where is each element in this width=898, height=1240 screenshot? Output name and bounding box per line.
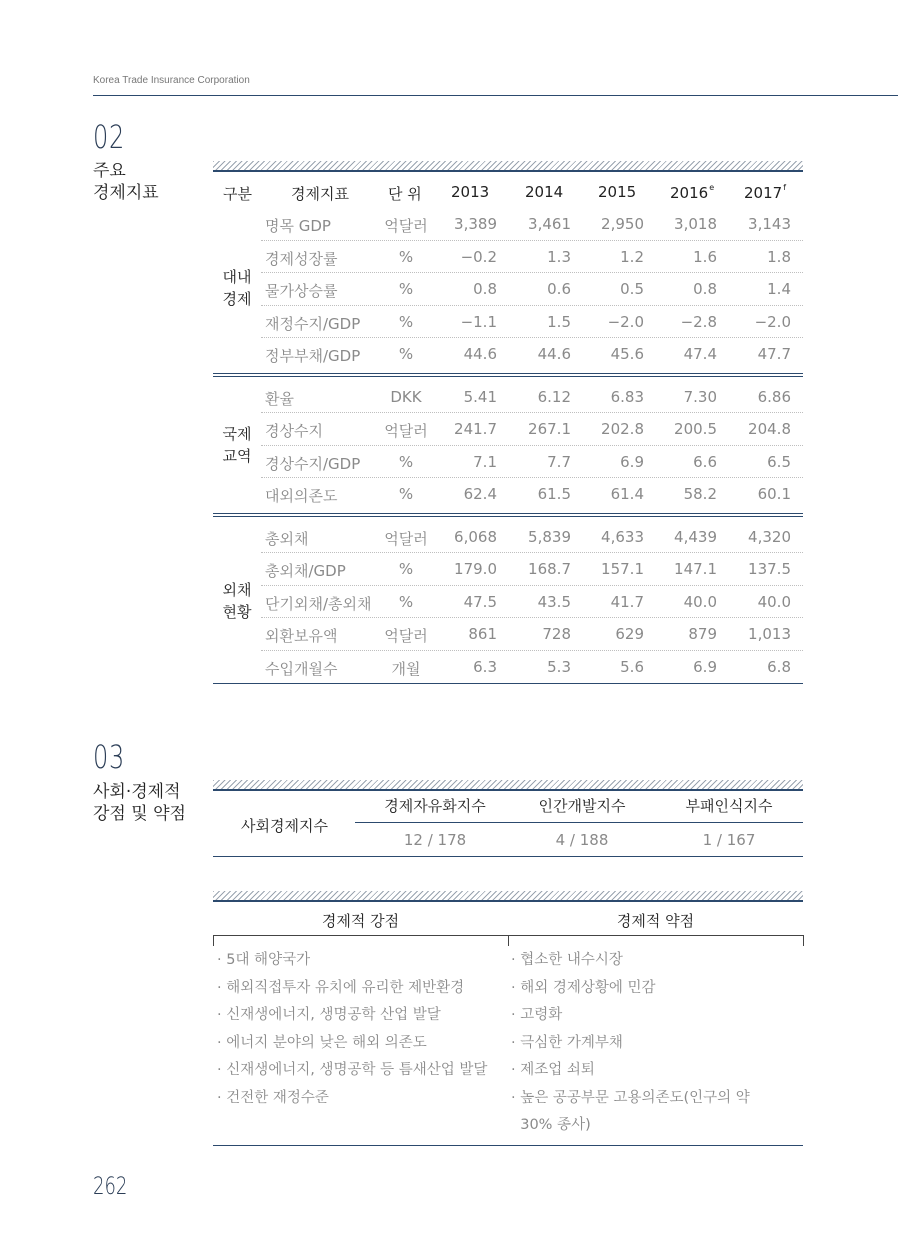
header-year: 2017$^f$ [744, 183, 787, 202]
indicator-name: 대외의존도 [265, 487, 338, 505]
weakness-item: · 높은 공공부문 고용의존도(인구의 약 [511, 1089, 750, 1106]
indicator-unit: % [398, 452, 414, 471]
indicator-value: 629 [615, 625, 644, 643]
indicator-name: 경제성장률 [265, 249, 338, 268]
weaknesses-list [511, 947, 750, 1140]
indicator-value: 168.7 [528, 560, 571, 578]
indicator-value: 6.5 [767, 452, 791, 471]
header-year: 2015 [598, 183, 637, 201]
table-row [261, 650, 803, 682]
indicator-unit: 억달러 [384, 529, 428, 548]
table-row [261, 552, 803, 584]
indicator-unit: % [398, 312, 414, 331]
group-label-line: 경제 [222, 290, 252, 309]
table-row [261, 240, 803, 272]
indicator-value: 202.8 [601, 420, 644, 438]
section-title-line: 사회·경제적 [93, 782, 181, 802]
strengths-bracket [213, 935, 509, 946]
indicator-value: 60.1 [757, 485, 791, 503]
group-label-line: 외채 [222, 580, 252, 599]
indicator-value: −2.0 [754, 312, 791, 331]
table-row [261, 305, 803, 337]
section-number: 02 [93, 118, 126, 156]
group-separator [213, 373, 803, 377]
indicator-value: 61.5 [537, 485, 571, 503]
section-title-line: 경제지표 [93, 183, 159, 203]
indicator-name: 총외채/GDP [265, 562, 346, 580]
indicator-name: 외환보유액 [265, 627, 338, 645]
indicator-unit: % [398, 592, 414, 611]
table-row [261, 412, 803, 444]
indicator-value: −2.8 [680, 312, 717, 331]
strengths-weaknesses-table [213, 887, 803, 1147]
indicator-value: 47.5 [463, 592, 497, 611]
indicator-value: 6.8 [767, 657, 791, 676]
indicator-value: 7.30 [683, 387, 717, 406]
indicator-value: 0.6 [547, 280, 571, 298]
table-row [261, 477, 803, 509]
indicator-value: 1.3 [547, 247, 571, 266]
group-label-line: 국제 [222, 424, 252, 443]
weakness-item: · 협소한 내수시장 [511, 952, 623, 968]
indicator-value: 43.5 [537, 592, 571, 611]
header-year: 2016e [670, 183, 715, 202]
indicator-value: 1,013 [748, 625, 791, 643]
strength-item: · 건전한 재정수준 [217, 1089, 329, 1106]
section-title-line: 강점 및 약점 [93, 804, 186, 824]
indicator-value: 61.4 [610, 485, 644, 503]
indicator-value: 1.8 [767, 247, 791, 266]
indicator-name: 총외채 [265, 529, 309, 548]
indicator-value: 6.9 [620, 452, 644, 471]
indicator-value: 44.6 [463, 345, 497, 363]
indicator-value: 5.3 [547, 657, 571, 676]
indicator-value: 179.0 [454, 560, 497, 578]
section-number: 03 [93, 738, 126, 776]
group-label-line: 현황 [222, 602, 252, 621]
indicator-value: 6.86 [757, 387, 791, 406]
indicator-value: 5,839 [528, 527, 571, 546]
indicator-value: 41.7 [610, 592, 644, 611]
indicator-value: 1.4 [767, 280, 791, 298]
table-bottom-rule [213, 856, 803, 857]
indicator-value: 58.2 [683, 485, 717, 503]
table-row [261, 617, 803, 649]
table-row [261, 272, 803, 304]
indicator-name: 환율 [265, 389, 294, 408]
indicator-value: 40.0 [683, 592, 717, 611]
table-hatch [213, 161, 803, 170]
indicator-value: 241.7 [454, 420, 497, 438]
group-label [213, 266, 261, 310]
header-indicator: 경제지표 [291, 185, 349, 203]
table-row [261, 520, 803, 552]
indicator-value: 861 [468, 625, 497, 643]
index-value: 12 / 178 [403, 831, 467, 849]
group-label-line: 교역 [222, 446, 252, 465]
group-label-line: 대내 [222, 268, 252, 287]
table-row [261, 445, 803, 477]
indicator-value: 40.0 [757, 592, 791, 611]
indicator-name: 정부부채/GDP [265, 347, 361, 365]
index-value: 1 / 167 [702, 831, 756, 849]
header-category: 구분 [223, 185, 252, 203]
strengths-header: 경제적 강점 [321, 912, 400, 930]
index-header: 부패인식지수 [685, 797, 773, 815]
index-header: 경제자유화지수 [384, 797, 486, 815]
indicator-value: 4,320 [748, 527, 791, 546]
strength-item: · 5대 해양국가 [217, 952, 311, 968]
header-unit: 단 위 [388, 185, 422, 203]
section-title [93, 781, 186, 825]
weakness-item: · 극심한 가계부채 [511, 1034, 623, 1051]
section-title-line: 주요 [93, 161, 126, 181]
indicator-value: 7.1 [473, 452, 497, 471]
table-bottom-rule [213, 1145, 803, 1146]
header-year: 2013 [451, 183, 490, 201]
strengths-list [217, 947, 487, 1112]
running-header: Korea Trade Insurance Corporation [93, 75, 250, 86]
table-row [261, 380, 803, 412]
indicator-value: 5.6 [620, 657, 644, 676]
indicator-value: 6,068 [454, 527, 497, 546]
table-bottom-rule [213, 683, 803, 684]
indicator-value: 157.1 [601, 560, 644, 578]
indicator-value: 4,633 [601, 527, 644, 546]
indicator-name: 명목 GDP [265, 217, 331, 235]
indicator-value: 3,461 [528, 215, 571, 233]
indicator-value: 62.4 [463, 485, 497, 503]
weakness-item: · 제조업 쇠퇴 [511, 1062, 595, 1078]
header-year: 2014 [525, 183, 564, 201]
indicator-value: 0.8 [693, 280, 717, 298]
socio-index-label: 사회경제지수 [241, 817, 328, 835]
indicator-value: 147.1 [674, 560, 717, 578]
indicator-value: 3,018 [674, 215, 717, 233]
strength-item: · 신재생에너지, 생명공학 등 틈새산업 발달 [217, 1062, 488, 1078]
indicator-value: 1.2 [620, 247, 644, 266]
weakness-item: · 고령화 [511, 1007, 563, 1023]
indicator-value: −1.1 [460, 312, 497, 331]
strength-item: · 신재생에너지, 생명공학 산업 발달 [217, 1007, 441, 1023]
header-rule [93, 95, 898, 96]
strength-item: · 해외직접투자 유치에 유리한 제반환경 [217, 979, 465, 996]
section-title [93, 160, 159, 204]
table-header-row [213, 176, 803, 206]
indicator-unit: 억달러 [384, 422, 428, 440]
indicator-name: 재정수지/GDP [265, 314, 361, 333]
indicator-unit: % [398, 280, 414, 298]
indicator-value: 6.6 [693, 452, 717, 471]
indicator-unit: DKK [390, 387, 422, 406]
indicator-value: 137.5 [748, 560, 791, 578]
page-number: 262 [93, 1172, 128, 1200]
indicator-value: 0.5 [620, 280, 644, 298]
index-divider [355, 822, 803, 823]
indicator-value: 44.6 [537, 345, 571, 363]
group-label [213, 423, 261, 467]
index-value: 4 / 188 [555, 831, 609, 849]
indicator-value: 6.3 [473, 657, 497, 676]
weaknesses-bracket [508, 935, 804, 946]
indicator-value: 4,439 [674, 527, 717, 546]
indicator-value: 6.9 [693, 657, 717, 676]
indicator-unit: 억달러 [384, 627, 428, 645]
indicator-value: −0.2 [460, 247, 497, 266]
weaknesses-header: 경제적 약점 [616, 912, 695, 930]
weakness-item: 30% 종사) [511, 1117, 591, 1133]
strength-item: · 에너지 분야의 낮은 해외 의존도 [217, 1034, 427, 1051]
table-row [261, 337, 803, 369]
index-header: 인간개발지수 [538, 797, 626, 815]
table-top-rule [213, 170, 803, 172]
indicator-name: 경상수지/GDP [265, 454, 361, 473]
indicator-unit: % [398, 345, 414, 363]
indicator-value: 728 [542, 625, 571, 643]
indicator-value: 47.7 [757, 345, 791, 363]
indicator-value: 879 [688, 625, 717, 643]
weakness-item: · 해외 경제상황에 민감 [511, 979, 656, 996]
indicator-name: 경상수지 [265, 422, 323, 440]
indicator-name: 물가상승률 [265, 282, 338, 300]
indicator-unit: % [398, 485, 414, 503]
indicator-value: 6.83 [610, 387, 644, 406]
indicator-unit: % [398, 247, 414, 266]
indicator-name: 단기외채/총외채 [265, 594, 372, 613]
indicator-value: 200.5 [674, 420, 717, 438]
indicator-name: 수입개월수 [265, 659, 338, 678]
indicator-value: 204.8 [748, 420, 791, 438]
indicator-value: 1.6 [693, 247, 717, 266]
group-label [213, 579, 261, 623]
indicator-value: 3,389 [454, 215, 497, 233]
indicator-value: −2.0 [607, 312, 644, 331]
indicator-value: 47.4 [683, 345, 717, 363]
indicator-value: 5.41 [463, 387, 497, 406]
indicator-unit: 개월 [391, 659, 421, 678]
indicator-value: 3,143 [748, 215, 791, 233]
indicator-value: 267.1 [528, 420, 571, 438]
indicator-value: 2,950 [601, 215, 644, 233]
indicator-value: 6.12 [537, 387, 571, 406]
table-row [261, 207, 803, 239]
indicator-unit: % [398, 560, 414, 578]
group-separator [213, 513, 803, 517]
table-row [261, 585, 803, 617]
indicator-unit: 억달러 [384, 217, 428, 235]
indicator-value: 1.5 [547, 312, 571, 331]
indicator-value: 7.7 [547, 452, 571, 471]
indicator-value: 0.8 [473, 280, 497, 298]
socio-economic-index-table [213, 776, 803, 858]
indicator-value: 45.6 [610, 345, 644, 363]
